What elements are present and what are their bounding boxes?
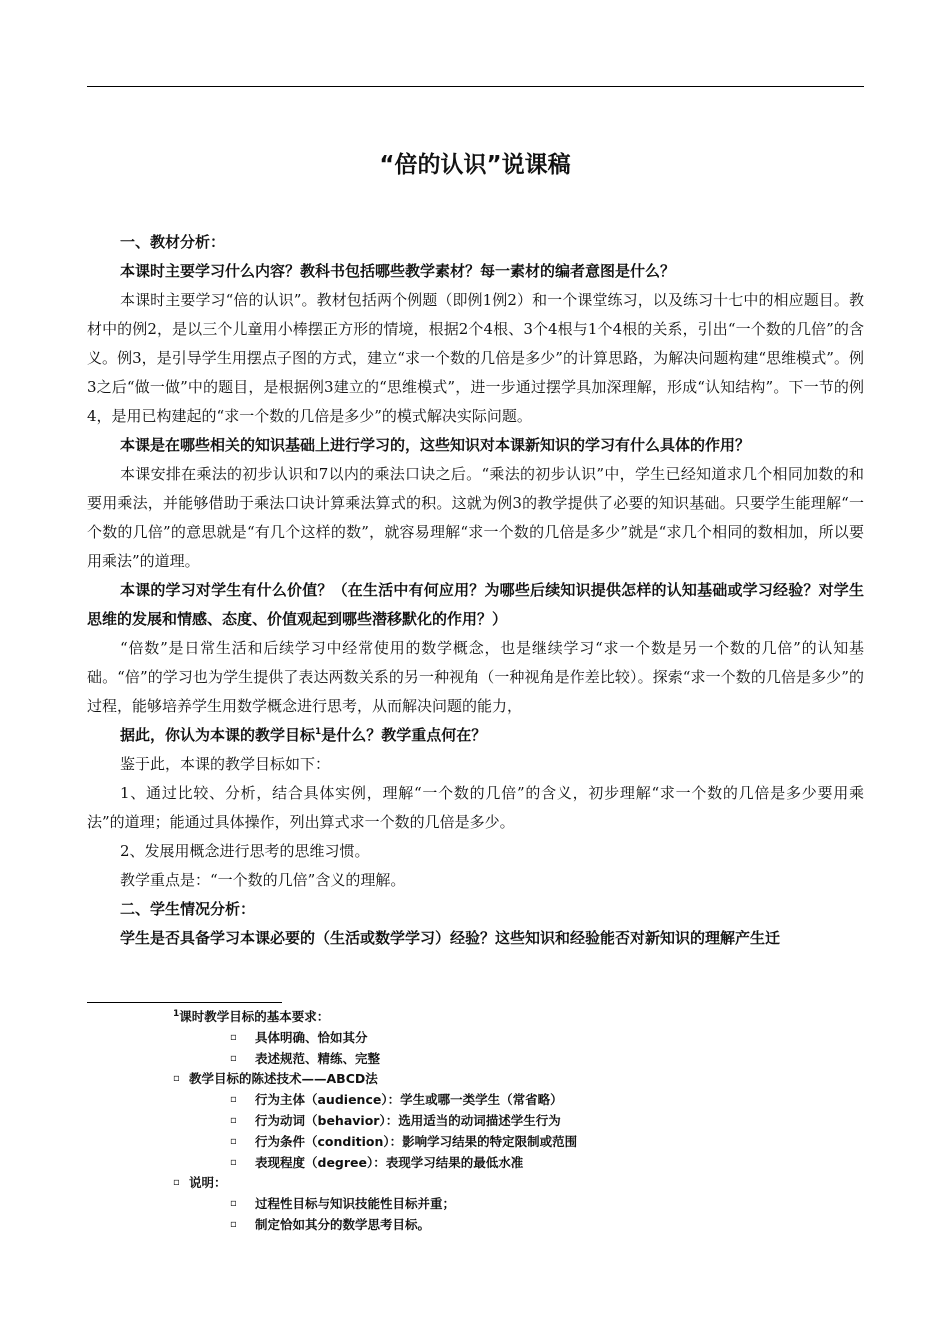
footnote-item: ▫ 过程性目标与知识技能性目标并重； xyxy=(87,1194,864,1215)
goal-item-1: 1、通过比较、分析，结合具体实例，理解“一个数的几倍”的含义，初步理解“求一个数的几倍是多少要用乘法”的道理；能通过具体操作，列出算式求一个数的几倍是多少。 xyxy=(87,784,864,831)
paragraph-goals-intro: 鉴于此，本课的教学目标如下： xyxy=(120,755,331,773)
footnote xyxy=(87,1007,864,1236)
document-body xyxy=(87,228,864,953)
goal-item-2: 2、发展用概念进行思考的思维习惯。 xyxy=(120,842,370,860)
square-bullet-icon: ▫ xyxy=(230,1114,237,1126)
paragraph-foundation: 本课安排在乘法的初步认识和7以内的乘法口诀之后。“乘法的初步认识”中，学生已经知道求几个相同加数的和要用乘法，并能够借助于乘法口诀计算乘法算式的积。这就为例3的教学提供了必要的知识基础。只要学生能理解“一个数的几倍”的意思就是“有几个这样的数”，就容易理解“求一个数的几倍是多少”就是“求几个相同的数相加，所以要用乘法”的道理。 xyxy=(87,465,864,570)
footnote-item: ▫ 教学目标的陈述技术——ABCD法 xyxy=(87,1069,864,1090)
square-bullet-icon: ▫ xyxy=(230,1198,237,1210)
square-bullet-icon: ▫ xyxy=(230,1094,237,1106)
question-experience: 学生是否具备学习本课必要的（生活或数学学习）经验？这些知识和经验能否对新知识的理解产生迁 xyxy=(120,929,781,947)
square-bullet-icon: ▫ xyxy=(230,1135,237,1147)
footnote-item: ▫ 表现程度（degree）：表现学习结果的最低水准 xyxy=(87,1153,864,1174)
paragraph-value: “倍数”是日常生活和后续学习中经常使用的数学概念，也是继续学习“求一个数是另一个数的几倍”的认知基础。“倍”的学习也为学生提供了表达两数关系的另一种视角（一种视角是作差比较）。探索“求一个数的几倍是多少”的过程，能够培养学生用数学概念进行思考，从而解决问题的能力， xyxy=(87,639,864,715)
question-foundation: 本课是在哪些相关的知识基础上进行学习的，这些知识对本课新知识的学习有什么具体的作用？ xyxy=(120,436,751,454)
square-bullet-icon: ▫ xyxy=(230,1031,237,1043)
square-bullet-icon: ▫ xyxy=(173,1177,180,1189)
square-bullet-icon: ▫ xyxy=(230,1218,237,1230)
footnote-item: ▫ 行为主体（audience）：学生或哪一类学生（常省略） xyxy=(87,1090,864,1111)
footnote-ref[interactable]: 1 xyxy=(315,727,322,737)
question-content: 本课时主要学习什么内容？教科书包括哪些教学素材？每一素材的编者意图是什么？ xyxy=(120,262,676,280)
footnote-separator xyxy=(87,1002,282,1003)
footnote-item: ▫ 说明： xyxy=(87,1173,864,1194)
footnote-item: ▫ 具体明确、恰如其分 xyxy=(87,1028,864,1049)
footnote-heading: $^1$课时教学目标的基本要求： xyxy=(173,1008,330,1024)
page-title: “倍的认识”说课稿 xyxy=(379,152,571,178)
square-bullet-icon: ▫ xyxy=(230,1052,237,1064)
question-goals: 据此，你认为本课的教学目标$^1$是什么？教学重点何在？ xyxy=(120,726,487,744)
question-value: 本课的学习对学生有什么价值？（在生活中有何应用？为哪些后续知识提供怎样的认知基础或学习经验？对学生思维的发展和情感、态度、价值观起到哪些潜移默化的作用？） xyxy=(87,581,864,628)
footnote-item: ▫ 行为条件（condition）：影响学习结果的特定限制或范围 xyxy=(87,1132,864,1153)
square-bullet-icon: ▫ xyxy=(230,1156,237,1168)
paragraph-content-analysis: 本课时主要学习“倍的认识”。教材包括两个例题（即例1例2）和一个课堂练习，以及练习十七中的相应题目。教材中的例2，是以三个儿童用小棒摆正方形的情境，根据2个4根、3个4根与1个4根的关系，引出“一个数的几倍”的含义。例3，是引导学生用摆点子图的方式，建立“求一个数的几倍是多少”的计算思路，为解决问题构建“思维模式”。例3之后“做一做”中的题目，是根据例3建立的“思维模式”，进一步通过摆学具加深理解，形成“认知结构”。下一节的例4，是用已构建起的“求一个数的几倍是多少”的模式解决实际问题。 xyxy=(87,291,864,425)
section-heading-textbook: 一、教材分析： xyxy=(120,233,226,251)
footnote-item: ▫ 制定恰如其分的数学思考目标。 xyxy=(87,1215,864,1236)
teaching-focus: 教学重点是：“一个数的几倍”含义的理解。 xyxy=(120,871,406,889)
header-rule xyxy=(87,86,864,87)
section-heading-students: 二、学生情况分析： xyxy=(120,900,256,918)
square-bullet-icon: ▫ xyxy=(173,1073,180,1085)
footnote-item: ▫ 行为动词（behavior）：选用适当的动词描述学生行为 xyxy=(87,1111,864,1132)
footnote-item: ▫ 表述规范、精练、完整 xyxy=(87,1049,864,1070)
